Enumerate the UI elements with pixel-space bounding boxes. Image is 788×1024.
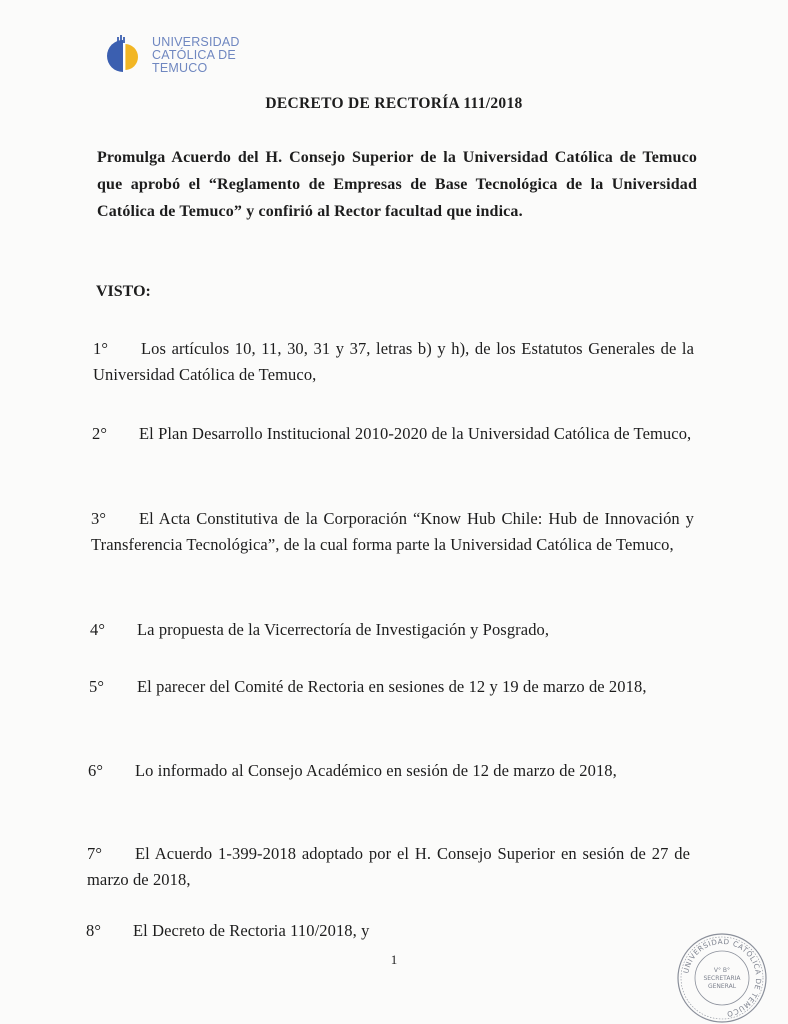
visto-item-3 bbox=[91, 506, 694, 558]
visto-item-2 bbox=[92, 421, 693, 447]
secretaria-general-stamp-icon bbox=[676, 932, 768, 1024]
item-text: El Acuerdo 1-399-2018 adoptado por el H. Consejo Superior en sesión de 27 de marzo de 2018, bbox=[87, 844, 690, 889]
logo-line-1: UNIVERSIDAD bbox=[152, 34, 240, 49]
item-text: El Acta Constitutiva de la Corporación “Know Hub Chile: Hub de Innovación y Transferencia Tecnológica”, de la cual forma parte la Universidad Católica de Temuco, bbox=[91, 509, 694, 554]
logo-line-2: CATÓLICA DE bbox=[152, 47, 236, 62]
decree-title: DECRETO DE RECTORÍA 111/2018 bbox=[265, 95, 523, 112]
logo-line-3: TEMUCO bbox=[152, 60, 208, 75]
visto-item-5 bbox=[89, 674, 692, 700]
stamp-center-line-1: V° B° bbox=[713, 967, 731, 974]
stamp-center-line-3: GENERAL bbox=[707, 983, 737, 990]
item-number: 5° bbox=[89, 677, 105, 696]
item-number: 4° bbox=[90, 620, 106, 639]
item-text: La propuesta de la Vicerrectoría de Investigación y Posgrado, bbox=[137, 620, 550, 639]
item-text: El Plan Desarrollo Institucional 2010-2020 de la Universidad Católica de Temuco, bbox=[139, 424, 692, 443]
item-number: 7° bbox=[87, 844, 103, 863]
item-number: 1° bbox=[93, 339, 109, 358]
item-text: Lo informado al Consejo Académico en sesión de 12 de marzo de 2018, bbox=[135, 761, 617, 780]
visto-item-1 bbox=[93, 336, 694, 388]
item-number: 3° bbox=[91, 509, 107, 528]
logo-wordmark bbox=[152, 36, 240, 75]
decree-summary: Promulga Acuerdo del H. Consejo Superior de la Universidad Católica de Temuco que aprobó el “Reglamento de Empresas de Base Tecnológica de la Universidad Católica de Temuco” y confirió al Rector facultad que indica. bbox=[97, 149, 697, 220]
item-text: El parecer del Comité de Rectoria en sesiones de 12 y 19 de marzo de 2018, bbox=[137, 677, 647, 696]
visto-item-6 bbox=[88, 758, 691, 784]
university-emblem-icon bbox=[104, 34, 144, 76]
visto-item-4 bbox=[90, 617, 690, 643]
item-number: 6° bbox=[88, 761, 104, 780]
stamp-center-line-2: SECRETARIA bbox=[703, 975, 741, 982]
item-text: El Decreto de Rectoria 110/2018, y bbox=[133, 921, 370, 940]
item-text: Los artículos 10, 11, 30, 31 y 37, letras b) y h), de los Estatutos Generales de la Universidad Católica de Temuco, bbox=[93, 339, 694, 384]
stamp-ring-text: UNIVERSIDAD CATÓLICA DE TEMUCO bbox=[681, 936, 764, 1019]
visto-item-7 bbox=[87, 841, 690, 893]
visto-heading: VISTO: bbox=[96, 283, 151, 300]
university-logo bbox=[104, 34, 240, 76]
item-number: 8° bbox=[86, 921, 102, 940]
item-number: 2° bbox=[92, 424, 108, 443]
page-number: 1 bbox=[390, 952, 398, 967]
visto-item-8 bbox=[86, 918, 689, 944]
